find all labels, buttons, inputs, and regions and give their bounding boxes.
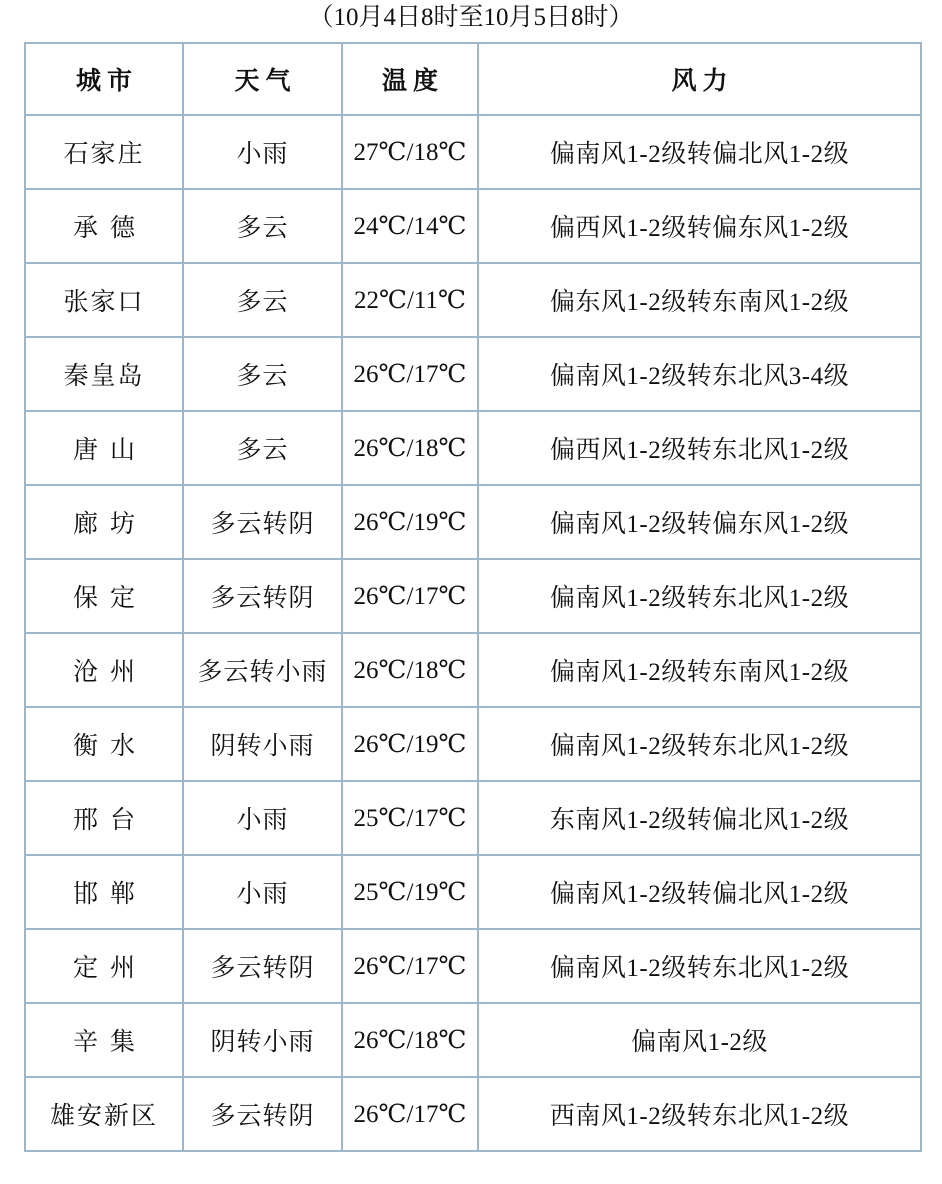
cell-temperature: 26℃/18℃ xyxy=(342,1003,478,1077)
cell-city: 邢台 xyxy=(25,781,183,855)
table-row xyxy=(25,337,921,411)
cell-city: 沧州 xyxy=(25,633,183,707)
cell-temperature: 26℃/17℃ xyxy=(342,929,478,1003)
cell-weather: 多云 xyxy=(183,189,342,263)
table-row xyxy=(25,263,921,337)
cell-wind: 东南风1-2级转偏北风1-2级 xyxy=(478,781,921,855)
cell-temperature: 26℃/18℃ xyxy=(342,633,478,707)
cell-weather: 小雨 xyxy=(183,855,342,929)
cell-wind: 偏西风1-2级转偏东风1-2级 xyxy=(478,189,921,263)
table-row xyxy=(25,115,921,189)
cell-wind: 偏南风1-2级转东北风1-2级 xyxy=(478,929,921,1003)
cell-city: 张家口 xyxy=(25,263,183,337)
table-row xyxy=(25,929,921,1003)
cell-city: 邯郸 xyxy=(25,855,183,929)
cell-temperature: 26℃/19℃ xyxy=(342,707,478,781)
cell-weather: 多云转小雨 xyxy=(183,633,342,707)
cell-temperature: 26℃/17℃ xyxy=(342,337,478,411)
cell-city: 秦皇岛 xyxy=(25,337,183,411)
column-header-city: 城市 xyxy=(25,43,183,115)
cell-wind: 偏东风1-2级转东南风1-2级 xyxy=(478,263,921,337)
cell-temperature: 26℃/19℃ xyxy=(342,485,478,559)
cell-city: 雄安新区 xyxy=(25,1077,183,1151)
cell-weather: 多云转阴 xyxy=(183,1077,342,1151)
cell-temperature: 27℃/18℃ xyxy=(342,115,478,189)
cell-temperature: 25℃/17℃ xyxy=(342,781,478,855)
table-header-row xyxy=(25,43,921,115)
weather-table xyxy=(24,42,922,1152)
cell-wind: 偏南风1-2级转偏北风1-2级 xyxy=(478,855,921,929)
cell-weather: 小雨 xyxy=(183,115,342,189)
table-row xyxy=(25,633,921,707)
table-row xyxy=(25,559,921,633)
table-row xyxy=(25,855,921,929)
cell-temperature: 26℃/17℃ xyxy=(342,559,478,633)
cell-weather: 多云 xyxy=(183,337,342,411)
cell-weather: 多云转阴 xyxy=(183,559,342,633)
cell-city: 廊坊 xyxy=(25,485,183,559)
cell-weather: 多云 xyxy=(183,411,342,485)
cell-city: 唐山 xyxy=(25,411,183,485)
column-header-weather: 天气 xyxy=(183,43,342,115)
cell-wind: 偏南风1-2级转东北风3-4级 xyxy=(478,337,921,411)
cell-weather: 多云转阴 xyxy=(183,929,342,1003)
cell-temperature: 26℃/17℃ xyxy=(342,1077,478,1151)
table-row xyxy=(25,781,921,855)
cell-city: 衡水 xyxy=(25,707,183,781)
cell-wind: 偏西风1-2级转东北风1-2级 xyxy=(478,411,921,485)
cell-city: 定州 xyxy=(25,929,183,1003)
cell-wind: 偏南风1-2级 xyxy=(478,1003,921,1077)
cell-temperature: 22℃/11℃ xyxy=(342,263,478,337)
table-row xyxy=(25,189,921,263)
table-row xyxy=(25,1077,921,1151)
cell-temperature: 26℃/18℃ xyxy=(342,411,478,485)
column-header-temperature: 温度 xyxy=(342,43,478,115)
cell-weather: 阴转小雨 xyxy=(183,707,342,781)
cell-temperature: 24℃/14℃ xyxy=(342,189,478,263)
column-header-wind: 风力 xyxy=(478,43,921,115)
cell-weather: 阴转小雨 xyxy=(183,1003,342,1077)
weather-table-container xyxy=(0,42,942,1152)
cell-wind: 偏南风1-2级转偏北风1-2级 xyxy=(478,115,921,189)
cell-wind: 偏南风1-2级转偏东风1-2级 xyxy=(478,485,921,559)
cell-wind: 偏南风1-2级转东北风1-2级 xyxy=(478,559,921,633)
cell-temperature: 25℃/19℃ xyxy=(342,855,478,929)
cell-city: 辛集 xyxy=(25,1003,183,1077)
table-row xyxy=(25,1003,921,1077)
cell-city: 石家庄 xyxy=(25,115,183,189)
table-row xyxy=(25,485,921,559)
cell-wind: 偏南风1-2级转东南风1-2级 xyxy=(478,633,921,707)
cell-city: 保定 xyxy=(25,559,183,633)
table-row xyxy=(25,411,921,485)
cell-weather: 多云转阴 xyxy=(183,485,342,559)
page-title: （10月4日8时至10月5日8时） xyxy=(308,4,634,31)
table-row xyxy=(25,707,921,781)
cell-weather: 多云 xyxy=(183,263,342,337)
cell-city: 承德 xyxy=(25,189,183,263)
cell-weather: 小雨 xyxy=(183,781,342,855)
cell-wind: 西南风1-2级转东北风1-2级 xyxy=(478,1077,921,1151)
cell-wind: 偏南风1-2级转东北风1-2级 xyxy=(478,707,921,781)
